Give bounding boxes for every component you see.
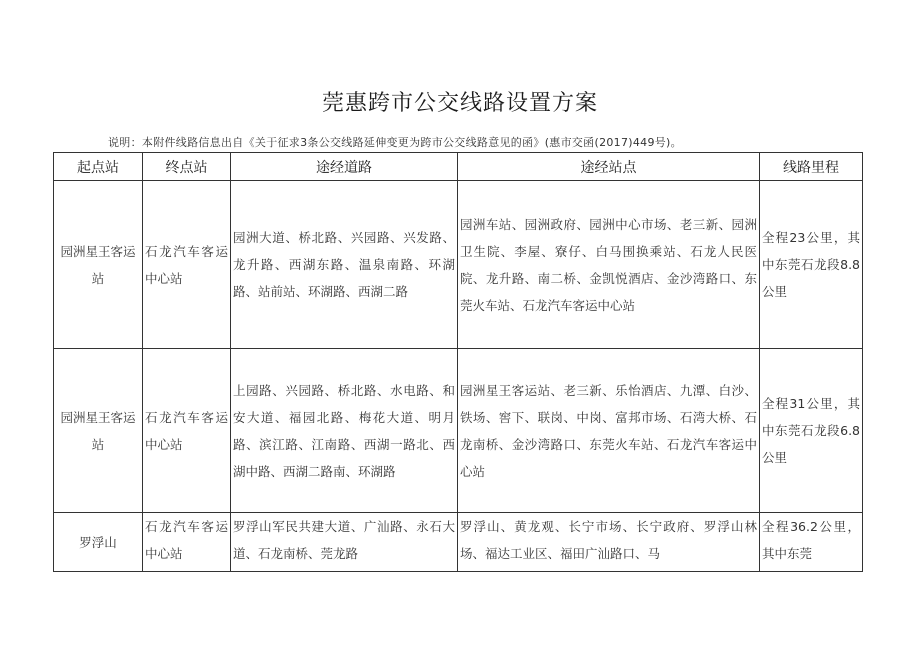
roads-cell: 罗浮山军民共建大道、广汕路、永石大道、石龙南桥、莞龙路: [231, 513, 458, 572]
table-row: [54, 513, 863, 572]
header-stops: 途经站点: [458, 153, 760, 181]
header-roads: 途经道路: [231, 153, 458, 181]
table-header-row: [54, 153, 863, 181]
header-end-station: 终点站: [143, 153, 231, 181]
start-station-cell: 园洲星王客运站: [54, 181, 143, 349]
mileage-cell: 全程36.2公里，其中东莞: [760, 513, 863, 572]
table-row: [54, 349, 863, 513]
end-station-cell: 石龙汽车客运中心站: [143, 349, 231, 513]
roads-cell: 园洲大道、桥北路、兴园路、兴发路、龙升路、西湖东路、温泉南路、环湖路、站前站、环湖路、西湖二路: [231, 181, 458, 349]
end-station-cell: 石龙汽车客运中心站: [143, 181, 231, 349]
page-title: 莞惠跨市公交线路设置方案: [321, 91, 598, 116]
stops-cell: 罗浮山、黄龙观、长宁市场、长宁政府、罗浮山林场、福达工业区、福田广汕路口、马: [458, 513, 760, 572]
stops-cell: 园洲星王客运站、老三新、乐怡酒店、九潭、白沙、铁场、窖下、联岗、中岗、富邦市场、石湾大桥、石龙南桥、金沙湾路口、东莞火车站、石龙汽车客运中心站: [458, 349, 760, 513]
header-start-station: 起点站: [54, 153, 143, 181]
routes-table: [53, 152, 863, 572]
mileage-cell: 全程23公里，其中东莞石龙段8.8公里: [760, 181, 863, 349]
document-note: 说明：本附件线路信息出自《关于征求3条公交线路延伸变更为跨市公交线路意见的函》(惠市交函(2017)449号)。: [108, 136, 682, 149]
header-mileage: 线路里程: [760, 153, 863, 181]
roads-cell: 上园路、兴园路、桥北路、水电路、和安大道、福园北路、梅花大道、明月路、滨江路、江南路、西湖一路北、西湖中路、西湖二路南、环湖路: [231, 349, 458, 513]
stops-cell: 园洲车站、园洲政府、园洲中心市场、老三新、园洲卫生院、李屋、寮仔、白马围换乘站、石龙人民医院、龙升路、南二桥、金凯悦酒店、金沙湾路口、东莞火车站、石龙汽车客运中心站: [458, 181, 760, 349]
end-station-cell: 石龙汽车客运中心站: [143, 513, 231, 572]
start-station-cell: 园洲星王客运站: [54, 349, 143, 513]
mileage-cell: 全程31公里，其中东莞石龙段6.8公里: [760, 349, 863, 513]
table-row: [54, 181, 863, 349]
start-station-cell: 罗浮山: [54, 513, 143, 572]
